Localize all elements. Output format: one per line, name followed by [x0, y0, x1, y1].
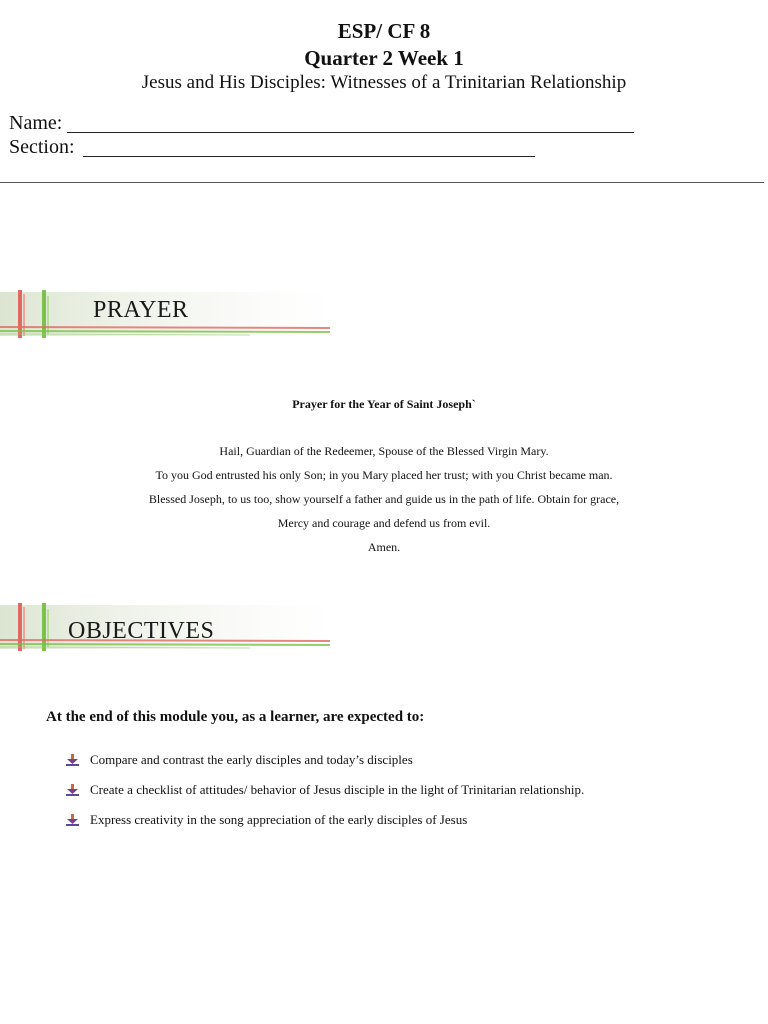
- objective-text: Compare and contrast the early disciples and today’s disciples: [90, 752, 413, 767]
- arrow-bullet-icon: [66, 784, 80, 796]
- lesson-title: Jesus and His Disciples: Witnesses of a Trinitarian Relationship: [141, 72, 627, 93]
- section-label: Section:: [9, 136, 75, 158]
- prayer-banner: [0, 290, 340, 342]
- list-item: [66, 812, 746, 842]
- objectives-heading: OBJECTIVES: [68, 618, 215, 644]
- prayer-amen: Amen.: [367, 540, 401, 554]
- prayer-title: Prayer for the Year of Saint Joseph`: [292, 397, 476, 411]
- course-code: ESP/ CF 8: [337, 19, 431, 43]
- quarter-week: Quarter 2 Week 1: [304, 46, 464, 70]
- prayer-line: To you God entrusted his only Son; in you Mary placed her trust; with you Christ became man.: [155, 468, 613, 482]
- objective-text: Express creativity in the song appreciation of the early disciples of Jesus: [90, 812, 468, 827]
- arrow-bullet-icon: [66, 814, 80, 826]
- name-field[interactable]: [67, 132, 634, 133]
- objectives-intro: At the end of this module you, as a learner, are expected to:: [46, 709, 425, 725]
- prayer-line: Hail, Guardian of the Redeemer, Spouse of the Blessed Virgin Mary.: [219, 444, 549, 458]
- list-item: [66, 752, 746, 782]
- prayer-line: Mercy and courage and defend us from evil.: [277, 516, 491, 530]
- objectives-list: [66, 752, 746, 842]
- prayer-line: Blessed Joseph, to us too, show yourself a father and guide us in the path of life. Obtain for grace,: [148, 492, 620, 506]
- list-item: [66, 782, 746, 812]
- section-field[interactable]: [83, 156, 535, 157]
- arrow-bullet-icon: [66, 754, 80, 766]
- header-divider: [0, 182, 764, 183]
- objectives-banner: [0, 603, 340, 655]
- name-label: Name:: [9, 112, 63, 134]
- objective-text: Create a checklist of attitudes/ behavior of Jesus disciple in the light of Trinitarian relationship.: [90, 782, 585, 797]
- prayer-heading: PRAYER: [93, 297, 189, 323]
